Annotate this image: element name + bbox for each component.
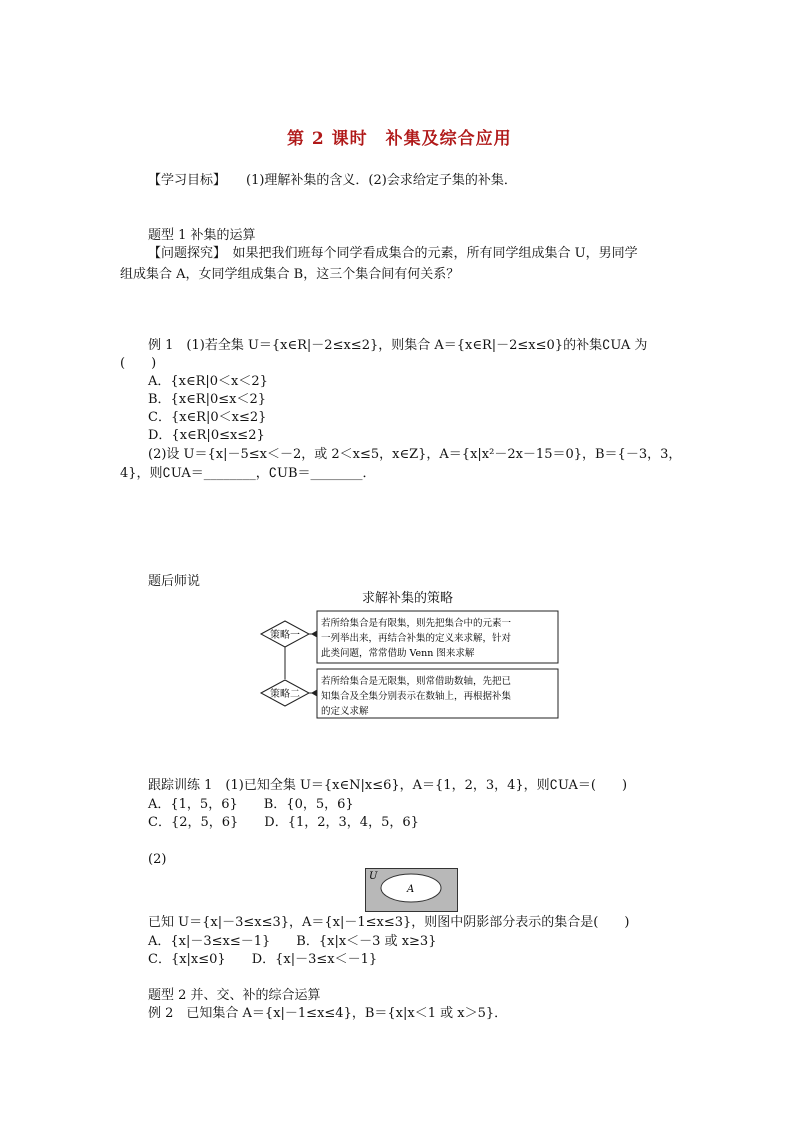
strategy2-line-3: 的定义求解 — [321, 706, 369, 717]
arrow-head-1 — [311, 631, 317, 638]
training1-part2-options-row-2: C．{x|x≤0} D．{x|－3≤x＜－1} — [148, 952, 378, 967]
page-title: 第 2 课时 补集及综合应用 — [287, 129, 512, 149]
training1-part2-options-row-1: A．{x|－3≤x≤－1} B．{x|x＜－3 或 x≥3} — [148, 934, 437, 949]
strategy2-line-1: 若所给集合是无限集，则常借助数轴，先把已 — [321, 676, 512, 687]
strategy1-line-1: 若所给集合是有限集，则先把集合中的元素一 — [321, 618, 512, 629]
venn-label-a: A — [407, 884, 415, 895]
example1-option-c: C．{x∈R|0＜x≤2} — [148, 410, 267, 425]
strategy-title: 求解补集的策略 — [362, 591, 454, 606]
training1-part2-label: (2) — [148, 852, 167, 867]
inquiry-line-1: 【问题探究】 如果把我们班每个同学看成集合的元素，所有同学组成集合 U，男同学 — [148, 246, 638, 261]
strategy2-label: 策略二 — [270, 689, 300, 700]
training1-options-row-1: A．{1，5，6} B．{0，5，6} — [148, 797, 354, 812]
training1-line-1: 跟踪训练 1 (1)已知全集 U＝{x∈N|x≤6}，A＝{1，2，3，4}，则∁UA＝( ) — [148, 778, 628, 793]
example1-line-1: 例 1 (1)若全集 U＝{x∈R|－2≤x≤2}，则集合 A＝{x∈R|－2≤x≤0}的补集∁UA 为 — [148, 338, 648, 353]
strategy-flowchart — [255, 606, 565, 724]
objective-text: (1)理解补集的含义．(2)会求给定子集的补集． — [246, 173, 517, 188]
training1-options-row-2: C．{2，5，6} D．{1，2，3，4，5，6} — [148, 815, 419, 830]
objective-label: 【学习目标】 — [148, 173, 227, 188]
example1-option-a: A．{x∈R|0＜x＜2} — [148, 374, 268, 389]
example2-line: 例 2 已知集合 A＝{x|－1≤x≤4}，B＝{x|x＜1 或 x＞5}． — [148, 1006, 508, 1021]
inquiry-line-2: 组成集合 A，女同学组成集合 B，这三个集合间有何关系？ — [120, 267, 460, 282]
example1-line-2: ( ) — [120, 356, 157, 371]
arrow-head-2 — [311, 690, 317, 697]
example1-part2-line-1: (2)设 U＝{x|－5≤x＜－2，或 2＜x≤5，x∈Z}，A＝{x|x²－2x－15＝0}，B＝{－3，3， — [148, 447, 682, 462]
strategy2-line-2: 知集合及全集分别表示在数轴上，再根据补集 — [321, 691, 512, 702]
venn-label-u: U — [369, 871, 378, 882]
type2-heading: 题型 2 并、交、补的综合运算 — [148, 988, 321, 1003]
strategy1-line-3: 此类问题，常常借助 Venn 图来求解 — [321, 648, 475, 659]
strategy1-label: 策略一 — [270, 630, 300, 641]
type1-heading: 题型 1 补集的运算 — [148, 228, 256, 243]
example1-option-b: B．{x∈R|0≤x＜2} — [148, 392, 266, 407]
example1-part2-line-2: 4}，则∁UA＝________，∁UB＝________． — [120, 466, 376, 481]
teacher-note-heading: 题后师说 — [148, 574, 201, 589]
example1-option-d: D．{x∈R|0≤x≤2} — [148, 428, 265, 443]
venn-diagram — [365, 868, 458, 912]
strategy1-line-2: 一列举出来，再结合补集的定义来求解，针对 — [321, 633, 512, 644]
training1-part2-question: 已知 U＝{x|－3≤x≤3}，A＝{x|－1≤x≤3}，则图中阴影部分表示的集合是( ) — [148, 915, 630, 930]
